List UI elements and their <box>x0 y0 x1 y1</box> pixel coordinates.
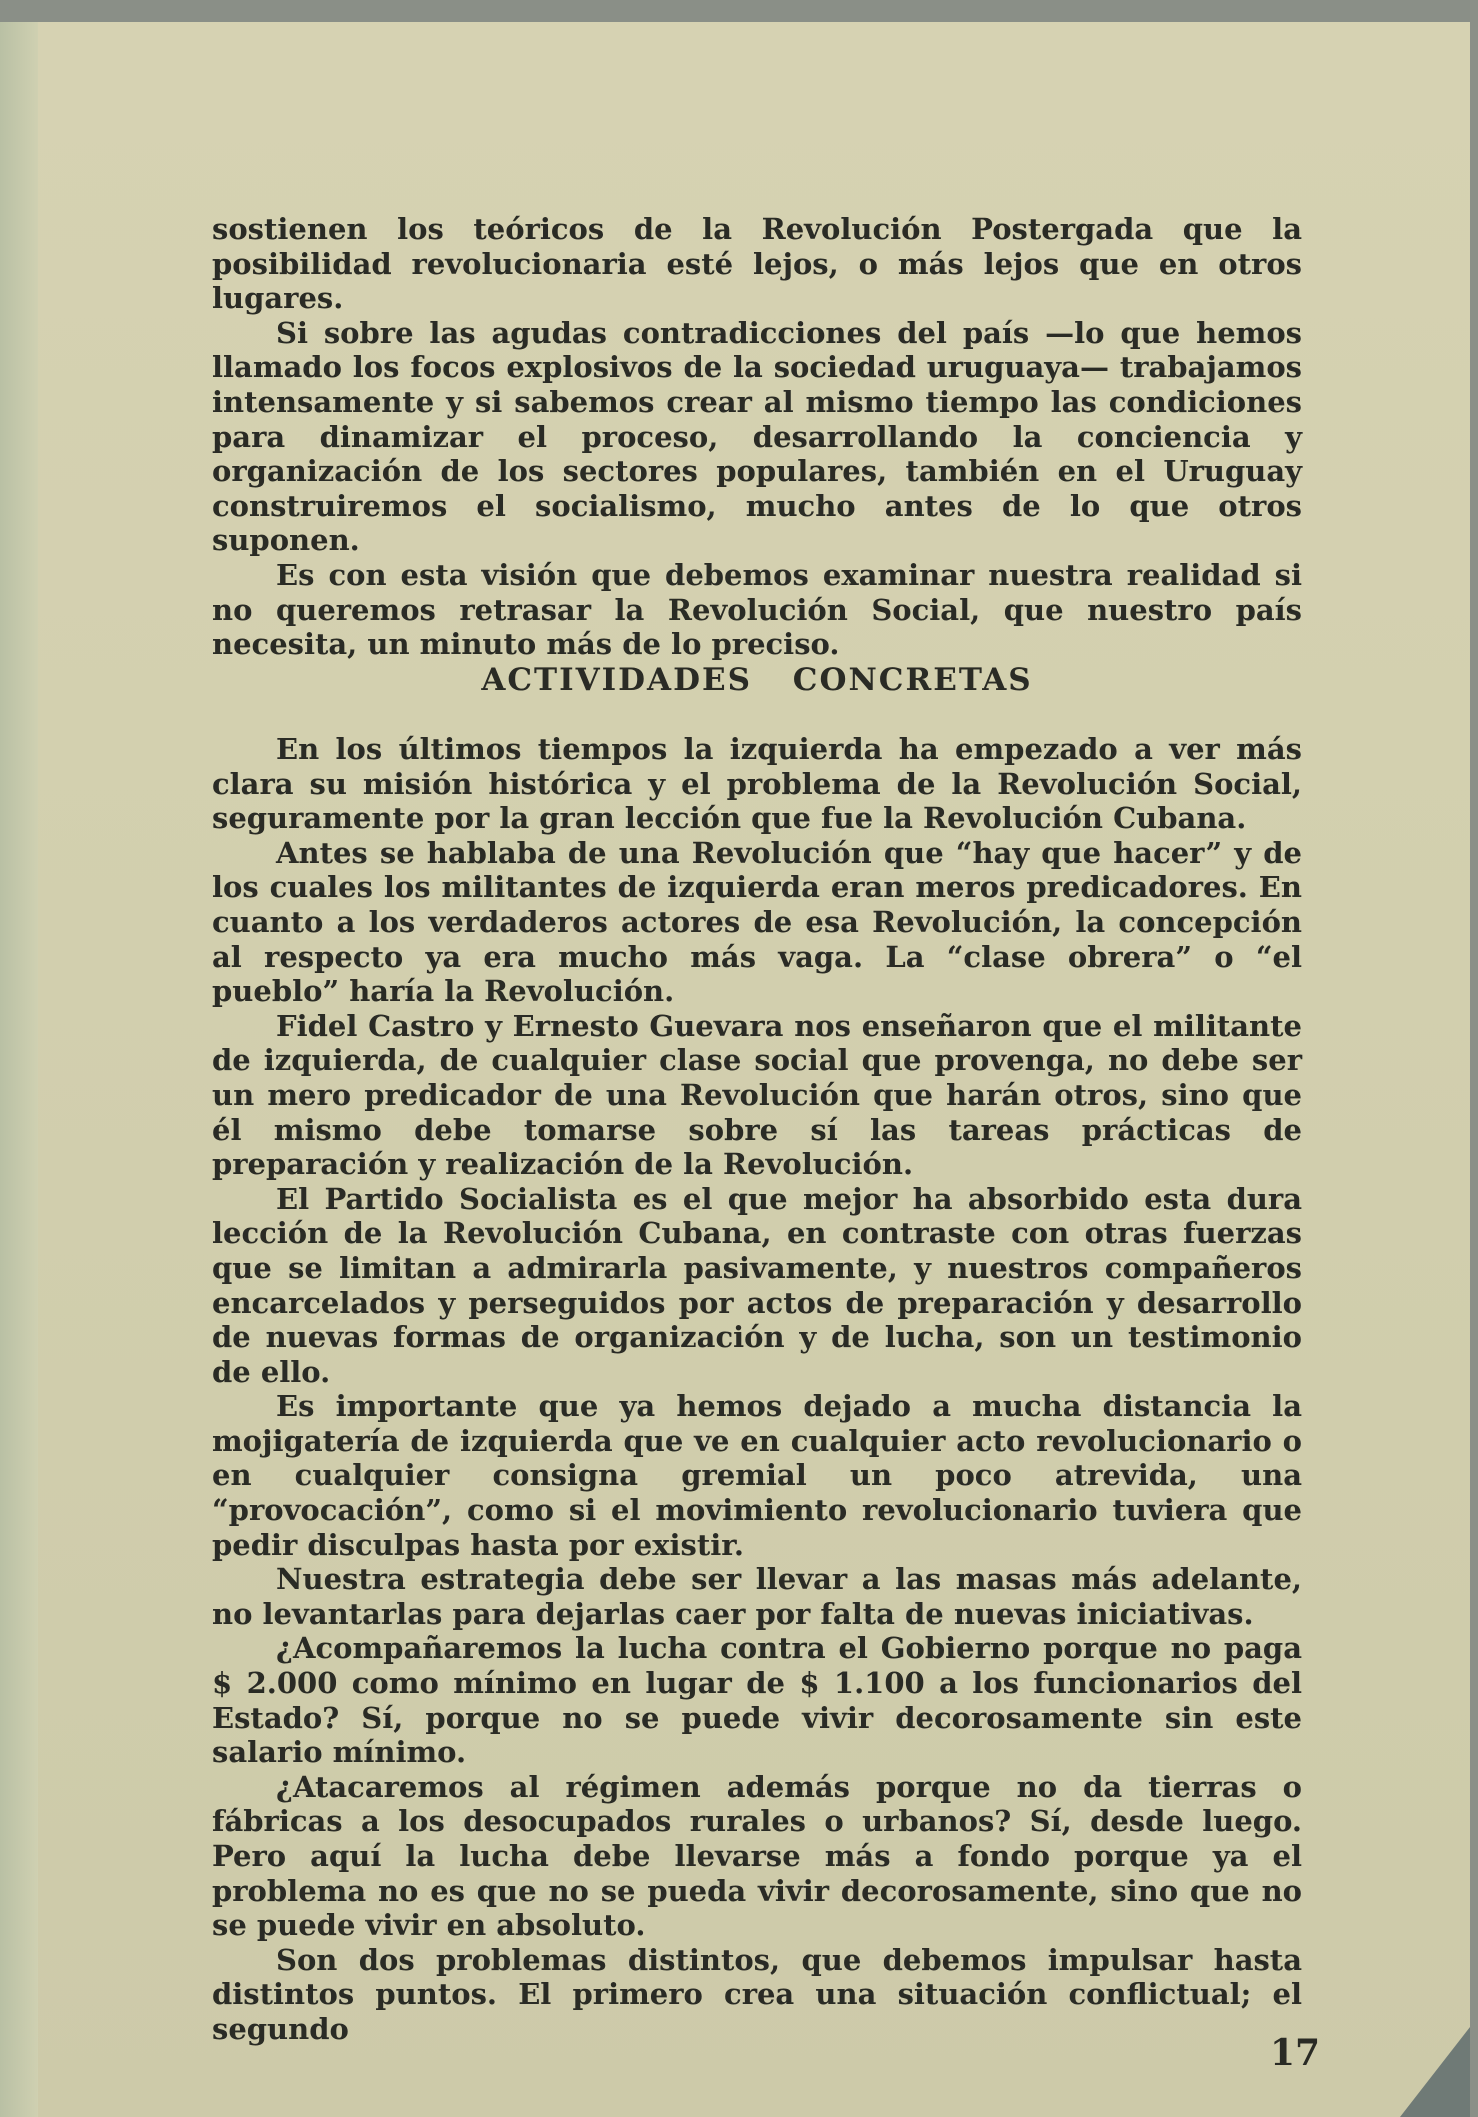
paragraph: En los últimos tiempos la izquierda ha empezado a ver más clara su misión histórica y el problema de la Revolución Social, seguramente por la gran lección que fue la Revolución Cubana. <box>212 732 1302 836</box>
paragraph: Es importante que ya hemos dejado a mucha distancia la mojigatería de izquierda que ve en cualquier acto revolucionario o en cualquier consigna gremial un poco atrevida, una “provocación”, como si el movimiento revolucionario tuviera que pedir disculpas hasta por existir. <box>212 1389 1302 1562</box>
text-block-main <box>212 732 1302 2047</box>
section-heading: ACTIVIDADES CONCRETAS <box>481 662 1033 698</box>
paragraph: Antes se hablaba de una Revolución que “hay que hacer” y de los cuales los militantes de izquierda eran meros predicadores. En cuanto a los verdaderos actores de esa Revolución, la concepción al respecto ya era mucho más vaga. La “clase obrera” o “el pueblo” haría la Revolución. <box>212 835 1302 1009</box>
paragraph: Son dos problemas distintos, que debemos impulsar hasta distintos puntos. El primero crea una situación conflictual; el segundo <box>212 1942 1302 2046</box>
paragraph: Si sobre las agudas contradicciones del país —lo que hemos llamado los focos explosivos de la sociedad uruguaya— trabajamos intensamente y si sabemos crear al mismo tiempo las condiciones para dinamizar el proceso, desarrollando la conciencia y organización de los sectores populares, también en el Uruguay construiremos el socialismo, mucho antes de lo que otros suponen. <box>212 315 1302 558</box>
page-corner-shadow <box>1400 2027 1470 2117</box>
text-block-intro <box>212 212 1302 662</box>
page-number: 17 <box>1270 2032 1321 2074</box>
paragraph: ¿Acompañaremos la lucha contra el Gobierno porque no paga $ 2.000 como mínimo en lugar de $ 1.100 a los funcionarios del Estado? Sí, porque no se puede vivir decorosamente sin este salario mínimo. <box>212 1631 1302 1770</box>
paragraph: Nuestra estrategia debe ser llevar a las masas más adelante, no levantarlas para dejarlas caer por falta de nuevas iniciativas. <box>212 1562 1302 1631</box>
paragraph: ¿Atacaremos al régimen además porque no da tierras o fábricas a los desocupados rurales o urbanos? Sí, desde luego. Pero aquí la lucha debe llevarse más a fondo porque ya el problema no es que no se pueda vivir decorosamente, sino que no se puede vivir en absoluto. <box>212 1769 1302 1943</box>
paragraph: Es con esta visión que debemos examinar nuestra realidad si no queremos retrasar la Revolución Social, que nuestro país necesita, un minuto más de lo preciso. <box>212 557 1302 662</box>
book-page <box>0 22 1470 2117</box>
paragraph: El Partido Socialista es el que mejor ha absorbido esta dura lección de la Revolución Cubana, en contraste con otras fuerzas que se limitan a admirarla pasivamente, y nuestros compañeros encarcelados y perseguidos por actos de preparación y desarrollo de nuevas formas de organización y de lucha, son un testimonio de ello. <box>212 1181 1302 1389</box>
paragraph: Fidel Castro y Ernesto Guevara nos enseñaron que el militante de izquierda, de cualquier clase social que provenga, no debe ser un mero predicador de una Revolución que harán otros, sino que él mismo debe tomarse sobre sí las tareas prácticas de preparación y realización de la Revolución. <box>212 1008 1302 1182</box>
paragraph: sostienen los teóricos de la Revolución Postergada que la posibilidad revolucionaria esté lejos, o más lejos que en otros lugares. <box>212 212 1302 316</box>
page-left-edge <box>0 22 38 2117</box>
